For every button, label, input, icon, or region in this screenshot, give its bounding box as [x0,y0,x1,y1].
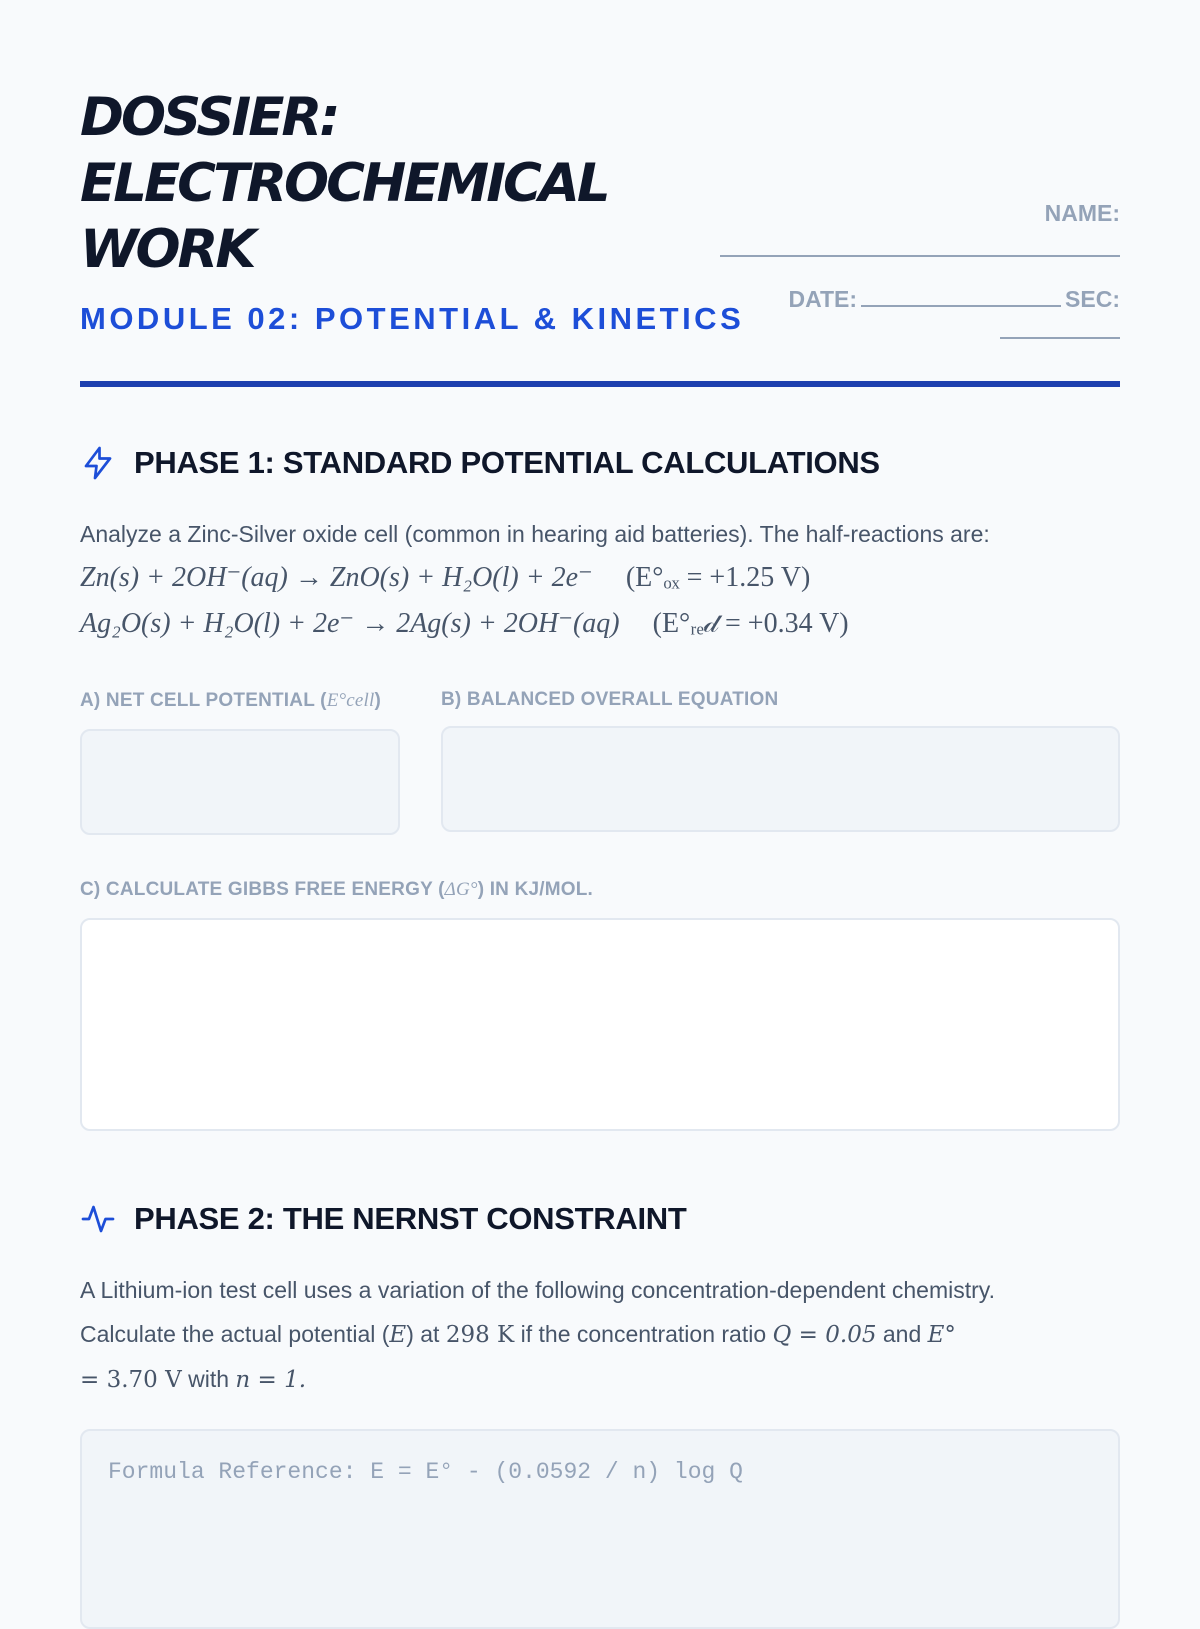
date-sec-row [720,285,1120,313]
title-line-2: ELECTROCHEMICAL [80,153,608,214]
label-net-cell-potential [80,690,381,712]
lightning-bolt-icon [80,445,116,481]
pulse-wave-icon [80,1201,116,1237]
phase-2-line-3 [80,1357,1120,1402]
math-n: n = 1. [235,1367,307,1393]
balanced-equation-answer-box[interactable] [441,726,1120,832]
phase-1-intro: Analyze a Zinc-Silver oxide cell (common in hearing aid batteries). The half-reactions are: [80,521,990,547]
math-E: E [389,1322,407,1348]
dossier-header [80,85,1120,385]
line-3-text-b: with [181,1366,236,1392]
phase-2-line-2 [80,1312,1120,1357]
phase-2-heading [80,1201,686,1237]
line-2-text-d: and [876,1321,928,1347]
sec-field[interactable] [1000,317,1120,339]
half-reaction-2 [80,606,849,640]
title-line-1: DOSSIER: [80,87,338,148]
half-reaction-1 [80,560,810,594]
name-field[interactable] [720,255,1120,257]
math-E-value: = 3.70 V [80,1367,182,1393]
name-label: NAME: [1044,200,1120,226]
reaction-2-equation: Ag₂O(s) + H₂O(l) + 2e⁻ → 2Ag(s) + 2OH⁻(aq) [80,608,620,639]
reaction-2-potential: (E°ᵣₑ𝒹 = +0.34 V) [652,608,849,639]
phase-2-title: PHASE 2: THE NERNST CONSTRAINT [134,1201,687,1236]
math-Q: Q = 0.05 [772,1322,877,1348]
title-line-3: WORK [80,219,254,280]
math-E-standard: E° [927,1322,956,1348]
line-2-text-a: Calculate the actual potential ( [80,1321,390,1347]
date-label: DATE: [788,286,858,312]
sec-label: SEC: [1065,286,1120,312]
reaction-1-potential: (E°ₒₓ = +1.25 V) [625,562,811,593]
label-c-suffix: ) IN KJ/MOL. [477,879,594,900]
phase-1-heading [80,445,880,481]
header-divider [80,381,1120,387]
student-info-block [720,200,1120,339]
module-subtitle: MODULE 02: POTENTIAL & KINETICS [80,301,745,336]
label-a-prefix: A) NET CELL POTENTIAL ( [80,690,327,711]
date-field[interactable] [861,285,1061,307]
label-a-math: E°cell [326,690,375,711]
label-c-prefix: C) CALCULATE GIBBS FREE ENERGY ( [80,879,445,900]
nernst-answer-box[interactable] [80,1429,1120,1629]
label-balanced-equation: B) BALANCED OVERALL EQUATION [441,689,779,710]
label-a-suffix: ) [374,690,382,711]
phase-1-title: PHASE 1: STANDARD POTENTIAL CALCULATIONS [134,445,880,480]
page-title [80,85,720,283]
phase-2-description [80,1268,1120,1402]
gibbs-free-energy-answer-box[interactable] [80,918,1120,1131]
net-cell-potential-answer-box[interactable] [80,729,400,835]
math-temperature: 298 K [445,1322,515,1348]
line-2-text-b: ) at [406,1321,446,1347]
label-gibbs-free-energy [80,879,593,901]
label-c-math: ΔG° [444,879,478,900]
phase-2-line-1: A Lithium-ion test cell uses a variation of the following concentration-dependent chemistry. [80,1277,995,1303]
formula-reference: Formula Reference: E = E° - (0.0592 / n) log Q [108,1459,743,1485]
line-2-text-c: if the concentration ratio [514,1321,773,1347]
reaction-1-equation: Zn(s) + 2OH⁻(aq) → ZnO(s) + H₂O(l) + 2e⁻ [80,562,593,593]
